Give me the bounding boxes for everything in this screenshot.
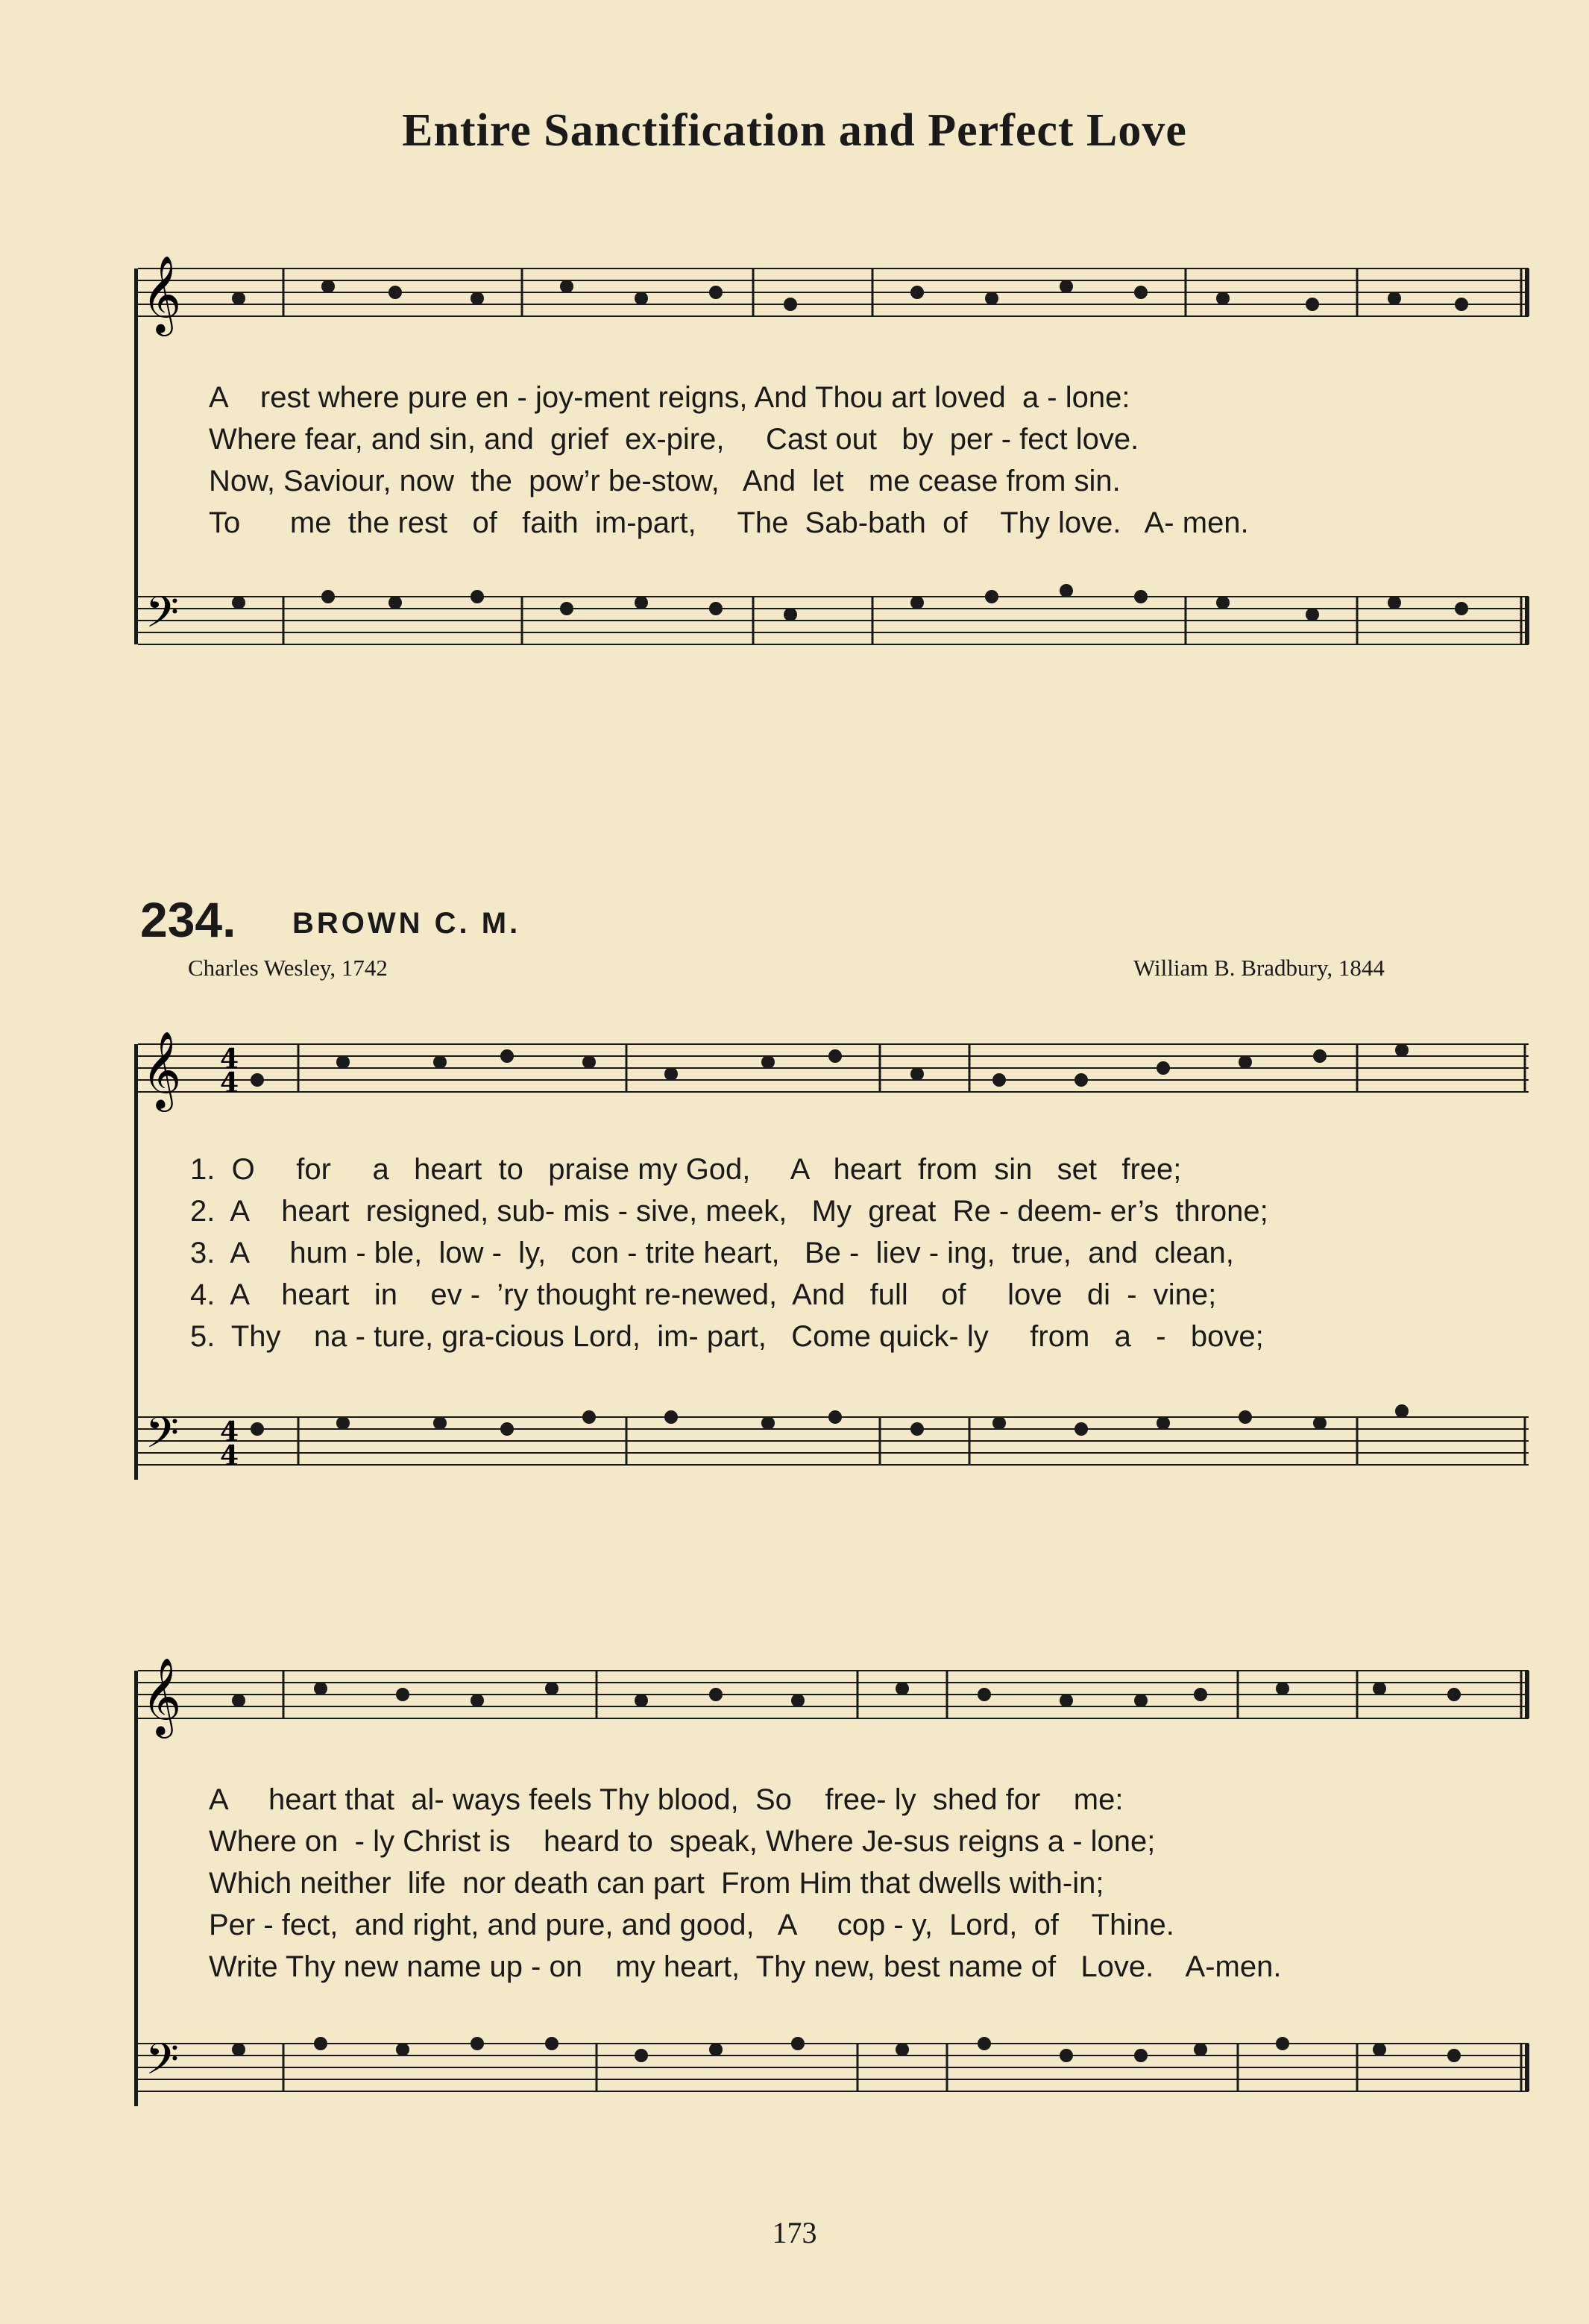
lyrics-line-1-1: A rest where pure en - joy-ment reigns, And Thou art loved a - lone: [209,381,1130,414]
system-2-brace-line [134,1044,138,1480]
composer-credit: William B. Bradbury, 1844 [1133,955,1385,981]
bass-staff-1 [0,552,1589,701]
system-3-brace-line [134,1671,138,2106]
lyrics-line-2-4: 4. A heart in ev - ’ry thought re-newed, And full of love di - vine; [190,1278,1217,1311]
tune-name: BROWN C. M. [292,907,521,940]
lyrics-line-3-2: Where on - ly Christ is heard to speak, Where Je-sus reigns a - lone; [209,1825,1156,1858]
lyrics-line-1-2: Where fear, and sin, and grief ex-pire, Cast out by per - fect love. [209,423,1139,456]
hymn-number: 234. [140,892,236,947]
bass-staff-3 [0,1999,1589,2148]
svg-text:4: 4 [220,1067,239,1099]
lyrics-line-3-3: Which neither life nor death can part From Him that dwells with-in; [209,1867,1104,1900]
svg-text:𝄢: 𝄢 [145,2034,180,2095]
lyrics-line-1-4: To me the rest of faith im-part, The Sab-bath of Thy love. A- men. [209,506,1249,539]
treble-staff-2 [0,999,1589,1149]
lyrics-line-2-3: 3. A hum - ble, low - ly, con - trite heart, Be - liev - ing, true, and clean, [190,1237,1234,1269]
lyrics-line-3-4: Per - fect, and right, and pure, and good, A cop - y, Lord, of Thine. [209,1909,1174,1941]
lyrics-line-3-5: Write Thy new name up - on my heart, Thy new, best name of Love. A-men. [209,1950,1282,1983]
svg-text:𝄢: 𝄢 [145,1407,180,1469]
page-number: 173 [772,2216,817,2249]
bass-staff-2 [0,1372,1589,1521]
treble-staff-1 [0,224,1589,373]
lyrics-line-1-3: Now, Saviour, now the pow’r be-stow, And let me cease from sin. [209,465,1121,497]
system-1-brace-line [134,268,138,644]
lyrics-line-3-1: A heart that al- ways feels Thy blood, So free- ly shed for me: [209,1783,1124,1816]
lyrics-line-2-5: 5. Thy na - ture, gra-cious Lord, im- part, Come quick- ly from a - bove; [190,1320,1264,1353]
treble-staff-3 [0,1626,1589,1775]
svg-text:4: 4 [220,1440,239,1472]
svg-text:𝄞: 𝄞 [142,1031,182,1109]
lyrics-line-2-1: 1. O for a heart to praise my God, A heart from sin set free; [190,1153,1182,1186]
svg-text:𝄞: 𝄞 [142,255,182,333]
svg-text:4: 4 [220,1416,239,1448]
svg-text:𝄞: 𝄞 [142,1657,182,1736]
lyrics-line-2-2: 2. A heart resigned, sub- mis - sive, meek, My great Re - deem- er’s throne; [190,1195,1268,1228]
page-header-title: Entire Sanctification and Perfect Love [402,105,1187,156]
svg-text:4: 4 [220,1043,239,1075]
svg-text:𝄢: 𝄢 [145,587,180,648]
author-credit: Charles Wesley, 1742 [188,955,388,981]
